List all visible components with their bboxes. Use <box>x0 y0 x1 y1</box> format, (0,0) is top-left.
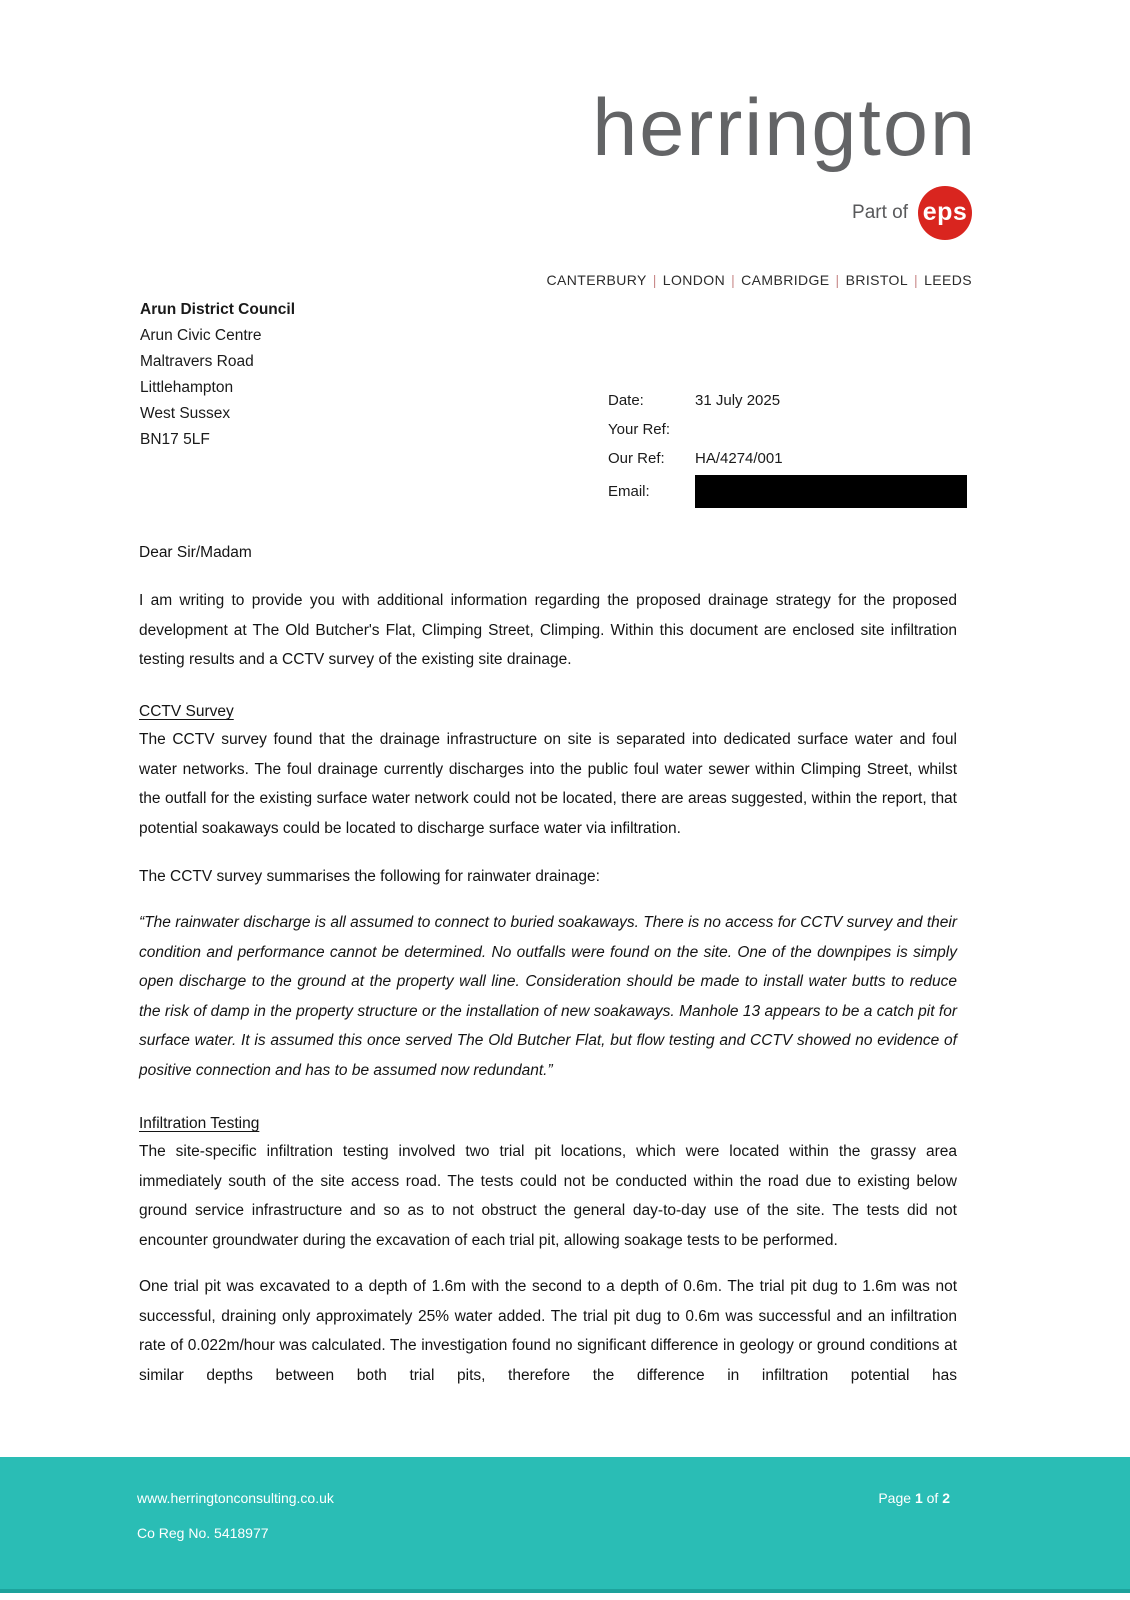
email-label: Email: <box>608 483 650 500</box>
cctv-survey-paragraph: The CCTV survey found that the drainage infrastructure on site is separated into dedicated surface water and foul water networks. The foul drainage currently discharges into the public foul water sewer within Climping Street, whilst the outfall for the existing surface water network could not be located, there are areas suggested, within the report, that potential soakaways could be located to discharge surface water via infiltration. <box>139 731 957 837</box>
page-footer <box>0 1457 1130 1593</box>
page-number-indicator <box>878 1490 950 1506</box>
cctv-survey-heading: CCTV Survey <box>139 703 234 720</box>
your-ref-label: Your Ref: <box>608 421 670 438</box>
herrington-logo: herrington <box>592 83 977 173</box>
infiltration-paragraph-2: One trial pit was excavated to a depth of 1.6m with the second to a depth of 0.6m. The trial pit dug to 1.6m was not successful, draining only approximately 25% water added. The trial pit dug to 0.6m was successful and an infiltration rate of 0.022m/hour was calculated. The investigation found no significant difference in geology or ground conditions at similar depths between both trial pits, therefore the difference in infiltration potential has <box>139 1278 957 1384</box>
email-redaction-box <box>695 475 967 508</box>
recipient-name: Arun District Council <box>140 301 296 318</box>
meta-email-row <box>608 475 967 508</box>
location-separator: | <box>835 272 840 288</box>
intro-paragraph: I am writing to provide you with additional information regarding the proposed drainage strategy for the proposed development at The Old Butcher's Flat, Climping Street, Climping. Within this document are enclosed site infiltration testing results and a CCTV survey of the existing site drainage. <box>139 592 957 668</box>
page-of-label: of <box>926 1490 939 1506</box>
infiltration-testing-heading: Infiltration Testing <box>139 1115 260 1132</box>
recipient-postcode: BN17 5LF <box>140 431 210 448</box>
eps-logo-text: eps <box>922 197 968 226</box>
office-locations <box>547 272 972 288</box>
location-leeds: LEEDS <box>924 272 972 288</box>
location-canterbury: CANTERBURY <box>546 272 647 288</box>
recipient-address-line: Maltravers Road <box>140 353 254 370</box>
location-separator: | <box>731 272 736 288</box>
salutation: Dear Sir/Madam <box>139 544 252 561</box>
our-ref-label: Our Ref: <box>608 450 665 467</box>
page-total: 2 <box>942 1490 950 1506</box>
footer-website-link[interactable]: www.herringtonconsulting.co.uk <box>137 1490 334 1506</box>
company-registration-number: Co Reg No. 5418977 <box>137 1525 269 1541</box>
cctv-summary-intro: The CCTV survey summarises the following for rainwater drainage: <box>139 868 600 885</box>
infiltration-paragraph-1: The site-specific infiltration testing involved two trial pit locations, which were located within the grassy area immediately south of the site access road. The tests could not be conducted within the road due to existing below ground service infrastructure and so as to not obstruct the general day-to-day use of the site. The tests did not encounter groundwater during the excavation of each trial pit, allowing soakage tests to be performed. <box>139 1143 957 1249</box>
part-of-eps-lockup <box>852 186 972 240</box>
meta-date-row <box>608 386 967 415</box>
recipient-address-line: Arun Civic Centre <box>140 327 262 344</box>
location-separator: | <box>914 272 919 288</box>
page-current: 1 <box>914 1490 923 1506</box>
meta-our-ref-row <box>608 444 967 473</box>
meta-your-ref-row <box>608 415 967 444</box>
letter-meta <box>608 386 967 508</box>
cctv-report-quote: “The rainwater discharge is all assumed to connect to buried soakaways. There is no access for CCTV survey and their condition and performance cannot be determined. No outfalls were found on the site. One of the downpipes is simply open discharge to the ground at the property wall line. Consideration should be made to install water butts to reduce the risk of damp in the property structure or the installation of new soakaways. Manhole 13 appears to be a catch pit for surface water. It is assumed this once served The Old Butcher Flat, but flow testing and CCTV showed no evidence of positive connection and has to be assumed now redundant.” <box>139 914 957 1079</box>
recipient-address-line: Littlehampton <box>140 379 234 396</box>
recipient-address <box>140 297 295 453</box>
location-london: LONDON <box>662 272 726 288</box>
location-cambridge: CAMBRIDGE <box>741 272 830 288</box>
location-separator: | <box>652 272 657 288</box>
part-of-label: Part of <box>852 202 908 223</box>
date-label: Date: <box>608 392 644 409</box>
location-bristol: BRISTOL <box>845 272 909 288</box>
date-value: 31 July 2025 <box>695 392 781 409</box>
eps-logo-icon <box>918 186 972 240</box>
our-ref-value: HA/4274/001 <box>695 450 783 467</box>
recipient-address-line: West Sussex <box>140 405 231 422</box>
page-label: Page <box>878 1490 912 1506</box>
